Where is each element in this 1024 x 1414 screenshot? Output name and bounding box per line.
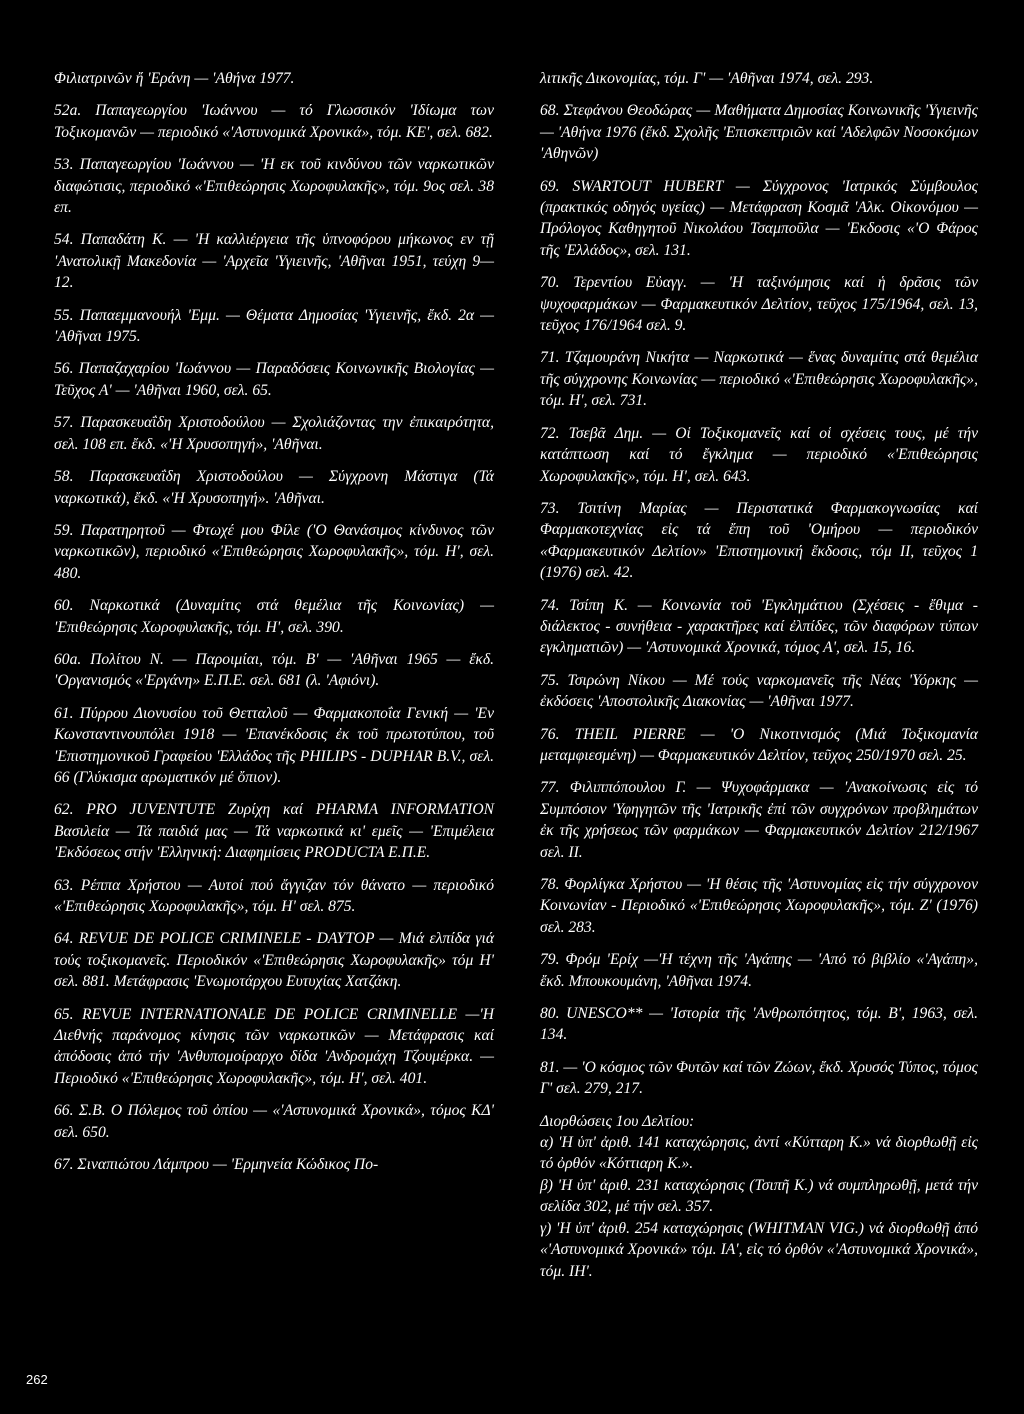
bibliography-entry: 63. Ρέππα Χρήστου — Αυτοί πού ἄγγιζαν τόν θάνατο — περιοδικό «'Επιθεώρησις Χωροφυλακῆς», τόμ. Η' σελ. 875.: [54, 876, 498, 915]
bibliography-entry: 68. Στεφάνου Θεοδώρας — Μαθήματα Δημοσίας Κοινωνικῆς 'Υγιεινῆς — 'Αθήνα 1976 (ἔκδ. Σχολῆς 'Επισκεπτριῶν καί 'Αδελφῶν Νοσοκόμων 'Αθηνῶν): [540, 102, 982, 163]
bibliography-entry: 65. REVUE INTERNATIONALE DE POLICE CRIMINELLE —'Η Διεθνής παράνομος κίνησις τῶν ναρκωτικῶν — Μετάφρασις καί ἀπόδοσις ἀπό τήν 'Ανθυπομοίραρχο δίδα 'Ανδρομάχη Τζουμέρκα. — Περιοδικό «'Επιθεώρησις Χωροφυλακῆς», τόμ. Η', σελ. 401.: [54, 1005, 498, 1087]
corrections-note: Διορθώσεις 1ου Δελτίου: α) 'Η ὑπ' ἀριθ. 141 καταχώρησις, ἀντί «Κύτταρη Κ.» νά διορθωθῇ εἰς τό ὀρθόν «Κόττιαρη Κ.». β) 'Η ὑπ' ἀριθ. 231 καταχώρησις (Τσιπῆ Κ.) νά συμπληρωθῇ, μετά τήν σελίδα 302, μέ τήν σελ. 357. γ) 'Η ὑπ' ἀριθ. 254 καταχώρησις (WHITMAN VIG.) νά διορθωθῇ ἀπό «'Αστυνομικά Χρονικά» τόμ. ΙΑ', εἰς τό ὀρθόν «'Αστυνομικά Χρονικά», τόμ. ΙΗ'.: [540, 1112, 978, 1280]
bibliography-entry: 56. Παπαζαχαρίου 'Ιωάννου — Παραδόσεις Κοινωνικῆς Βιολογίας — Τεῦχος Α' — 'Αθῆναι 1960, σελ. 65.: [54, 360, 498, 399]
bibliography-entry: 77. Φιλιππόπουλου Γ. — Ψυχοφάρμακα — 'Ανακοίνωσις εἰς τό Συμπόσιον 'Υφηγητῶν τῆς 'Ιατρικῆς ἐπί τῶν συγχρόνων προβλημάτων ἐκ τῆς χρήσεως τῶν φαρμάκων — Φαρμακευτικόν Δελτίον 212/1967 σελ. ΙΙ.: [540, 779, 982, 861]
bibliography-entry: Φιλιατρινῶν ἤ 'Εράνη — 'Αθήνα 1977.: [54, 70, 295, 87]
bibliography-entry: 72. Τσεβᾶ Δημ. — Οἱ Τοξικομανεῖς καί οἱ σχέσεις τους, μέ τήν κατάπτωση καί τό ἔγκλημα — περιοδικό «'Επιθεώρησις Χωροφυλακῆς», τόμ. Η', σελ. 643.: [540, 424, 982, 485]
bibliography-entry: 75. Τσιρώνη Νίκου — Μέ τούς ναρκομανεῖς τῆς Νέας 'Υόρκης — ἐκδόσεις 'Αποστολικῆς Διακονίας — 'Αθῆναι 1977.: [540, 671, 982, 711]
bibliography-entry: 64. REVUE DE POLICE CRIMINELE - DAYTOP — Μιά ελπίδα γιά τούς τοξικομανεῖς. Περιοδικόν «'Επιθεώρησις Χωροφυλακῆς» τόμ Η' σελ. 881. Μετάφρασις 'Ενωμοτάρχου Ευτυχίας Χατζάκη.: [54, 930, 498, 991]
right-column: [540, 68, 982, 1293]
bibliography-entry: 55. Παπαεμμανουήλ 'Εμμ. — Θέματα Δημοσίας 'Υγιεινῆς, ἔκδ. 2α — 'Αθῆναι 1975.: [54, 306, 498, 346]
bibliography-entry: 74. Τσίπη Κ. — Κοινωνία τοῦ 'Εγκλημάτιου (Σχέσεις - ἔθιμα - διάλεκτος - συνήθεια - χαρακτῆρες καί ἐλπίδες, τῶν διαφόρων τύπων εγκληματιῶν) — 'Αστυνομικά Χρονικά, τόμος Α', σελ. 15, 16.: [540, 596, 982, 657]
bibliography-entry: 78. Φορλίγκα Χρήστου — 'Η θέσις τῆς 'Αστυνομίας εἰς τήν σύγχρονον Κοινωνίαν - Περιοδικό «'Επιθεώρησις Χωροφυλακῆς», τόμ. Ζ' (1976) σελ. 283.: [540, 876, 982, 936]
bibliography-entry: 54. Παπαδάτη Κ. — 'Η καλλιέργεια τῆς ὑπνοφόρου μήκωνος εν τῇ 'Ανατολικῇ Μακεδονία — 'Αρχεῖα 'Υγιεινῆς, 'Αθῆναι 1951, τεύχη 9—12.: [54, 231, 498, 292]
bibliography-entry: 60. Ναρκωτικά (Δυναμίτις στά θεμέλια τῆς Κοινωνίας) — 'Επιθεώρησις Χωροφυλακῆς, τόμ. Η', σελ. 390.: [54, 597, 498, 636]
bibliography-entry: 62. PRO JUVENTUTE Ζυρίχη καί PHARMA INFORMATION Βασιλεία — Τά παιδιά μας — Τά ναρκωτικά κι' εμεῖς — 'Επιμέλεια 'Εκδόσεως στήν 'Ελληνική: Διαφημίσεις PRODUCTA Ε.Π.Ε.: [54, 801, 498, 862]
bibliography-entry: 59. Παρατηρητοῦ — Φτωχέ μου Φίλε ('Ο Θανάσιμος κίνδυνος τῶν ναρκωτικῶν), περιοδικό «'Επιθεώρησις Χωροφυλακῆς», τόμ. Η', σελ. 480.: [54, 521, 498, 582]
bibliography-entry: 70. Τερεντίου Εὐαγγ. — 'Η ταξινόμησις καί ἡ δρᾶσις τῶν ψυχοφαρμάκων — Φαρμακευτικόν Δελτίον, τεῦχος 175/1964, σελ. 13, τεῦχος 176/1964 σελ. 9.: [540, 274, 982, 335]
bibliography-entry: λιτικῆς Δικονομίας, τόμ. Γ' — 'Αθῆναι 1974, σελ. 293.: [540, 70, 874, 87]
bibliography-entry: 66. Σ.Β. Ο Πόλεμος τοῦ ὀπίου — «'Αστυνομικά Χρονικά», τόμος ΚΔ' σελ. 650.: [54, 1102, 498, 1141]
page-number: 262: [26, 1372, 48, 1387]
bibliography-entry: 81. — 'Ο κόσμος τῶν Φυτῶν καί τῶν Ζώων, ἔκδ. Χρυσός Τύπος, τόμος Γ' σελ. 279, 217.: [540, 1058, 982, 1098]
bibliography-entry: 73. Τσιτίνη Μαρίας — Περιστατικά Φαρμακογνωσίας καί Φαρμακοτεχνίας εἰς τά ἔπη τοῦ 'Ομήρου — περιοδικόν «Φαρμακευτικόν Δελτίον» 'Επιστημονική ἔκδοσις, τόμ ΙΙ, τεῦχος 1 (1976) σελ. 42.: [540, 499, 982, 582]
bibliography-entry: 67. Σιναπιώτου Λάμπρου — 'Ερμηνεία Κώδικος Πο-: [54, 1156, 379, 1174]
bibliography-entry: 76. THEIL PIERRE — 'Ο Νικοτινισμός (Μιά Τοξικομανία μεταμφιεσμένη) — Φαρμακευτικόν Δελτίον, τεῦχος 250/1970 σελ. 25.: [540, 725, 982, 764]
bibliography-entry: 79. Φρόμ 'Ερίχ —'Η τέχνη τῆς 'Αγάπης — 'Από τό βιβλίο «'Αγάπη», ἔκδ. Μπουκουμάνη, 'Αθῆναι 1974.: [540, 951, 982, 990]
bibliography-entry: 69. SWARTOUT HUBERT — Σύγχρονος 'Ιατρικός Σύμβουλος (πρακτικός οδηγός υγείας) — Μετάφραση Κοσμᾶ 'Αλκ. Οἰκονόμου — Πρόλογος Καθηγητοῦ Νικολάου Τσαμποῦλα — 'Εκδοσις «'Ο Φάρος τῆς 'Ελλάδος», σελ. 131.: [540, 177, 982, 259]
bibliography-entry: 71. Τζαμουράνη Νικήτα — Ναρκωτικά — ἕνας δυναμίτις στά θεμέλια τῆς σύγχρονης Κοινωνίας — περιοδικό «'Επιθεώρησις Χωροφυλακῆς», τόμ. Η', σελ. 731.: [540, 349, 982, 410]
bibliography-entry: 52a. Παπαγεωργίου 'Ιωάννου — τό Γλωσσικόν 'Ιδίωμα των Τοξικομανῶν — περιοδικό «'Αστυνομικά Χρονικά», τόμ. ΚΕ', σελ. 682.: [54, 102, 498, 141]
bibliography-entry: 53. Παπαγεωργίου 'Ιωάννου — 'Η εκ τοῦ κινδύνου τῶν ναρκωτικῶν διαφώτισις, περιοδικό «'Επιθεώρησις Χωροφυλακῆς», τόμ. 9ος σελ. 38 επ.: [54, 156, 498, 217]
bibliography-entry: 57. Παρασκευαΐδη Χριστοδούλου — Σχολιάζοντας την ἐπικαιρότητα, σελ. 108 επ. ἔκδ. «'Η Χρυσοπηγή», 'Αθῆναι.: [54, 414, 498, 453]
bibliography-entry: 80. UNESCO** — 'Ιστορία τῆς 'Ανθρωπότητος, τόμ. Β', 1963, σελ. 134.: [540, 1005, 982, 1044]
left-column: [54, 68, 498, 1186]
bibliography-entry: 58. Παρασκευαΐδη Χριστοδούλου — Σύγχρονη Μάστιγα (Τά ναρκωτικά), ἔκδ. «'Η Χρυσοπηγή». 'Αθῆναι.: [54, 468, 498, 507]
bibliography-entry: 61. Πύρρου Διονυσίου τοῦ Θετταλοῦ — Φαρμακοποΐα Γενική — 'Εν Κωνσταντινουπόλει 1918 — 'Επανέκδοσις ἐκ τοῦ πρωτοτύπου, τοῦ 'Επιστημονικοῦ Γραφείου 'Ελλάδος τῆς PHILIPS - DUPHAR B.V., σελ. 66 (Γλύκισμα αρωματικόν μέ ὄπιον).: [54, 704, 498, 786]
bibliography-entry: 60a. Πολίτου Ν. — Παροιμίαι, τόμ. Β' — 'Αθῆναι 1965 — ἔκδ. 'Οργανισμός «'Εργάνη» Ε.Π.Ε. σελ. 681 (λ. 'Αφιόνι).: [54, 650, 498, 690]
